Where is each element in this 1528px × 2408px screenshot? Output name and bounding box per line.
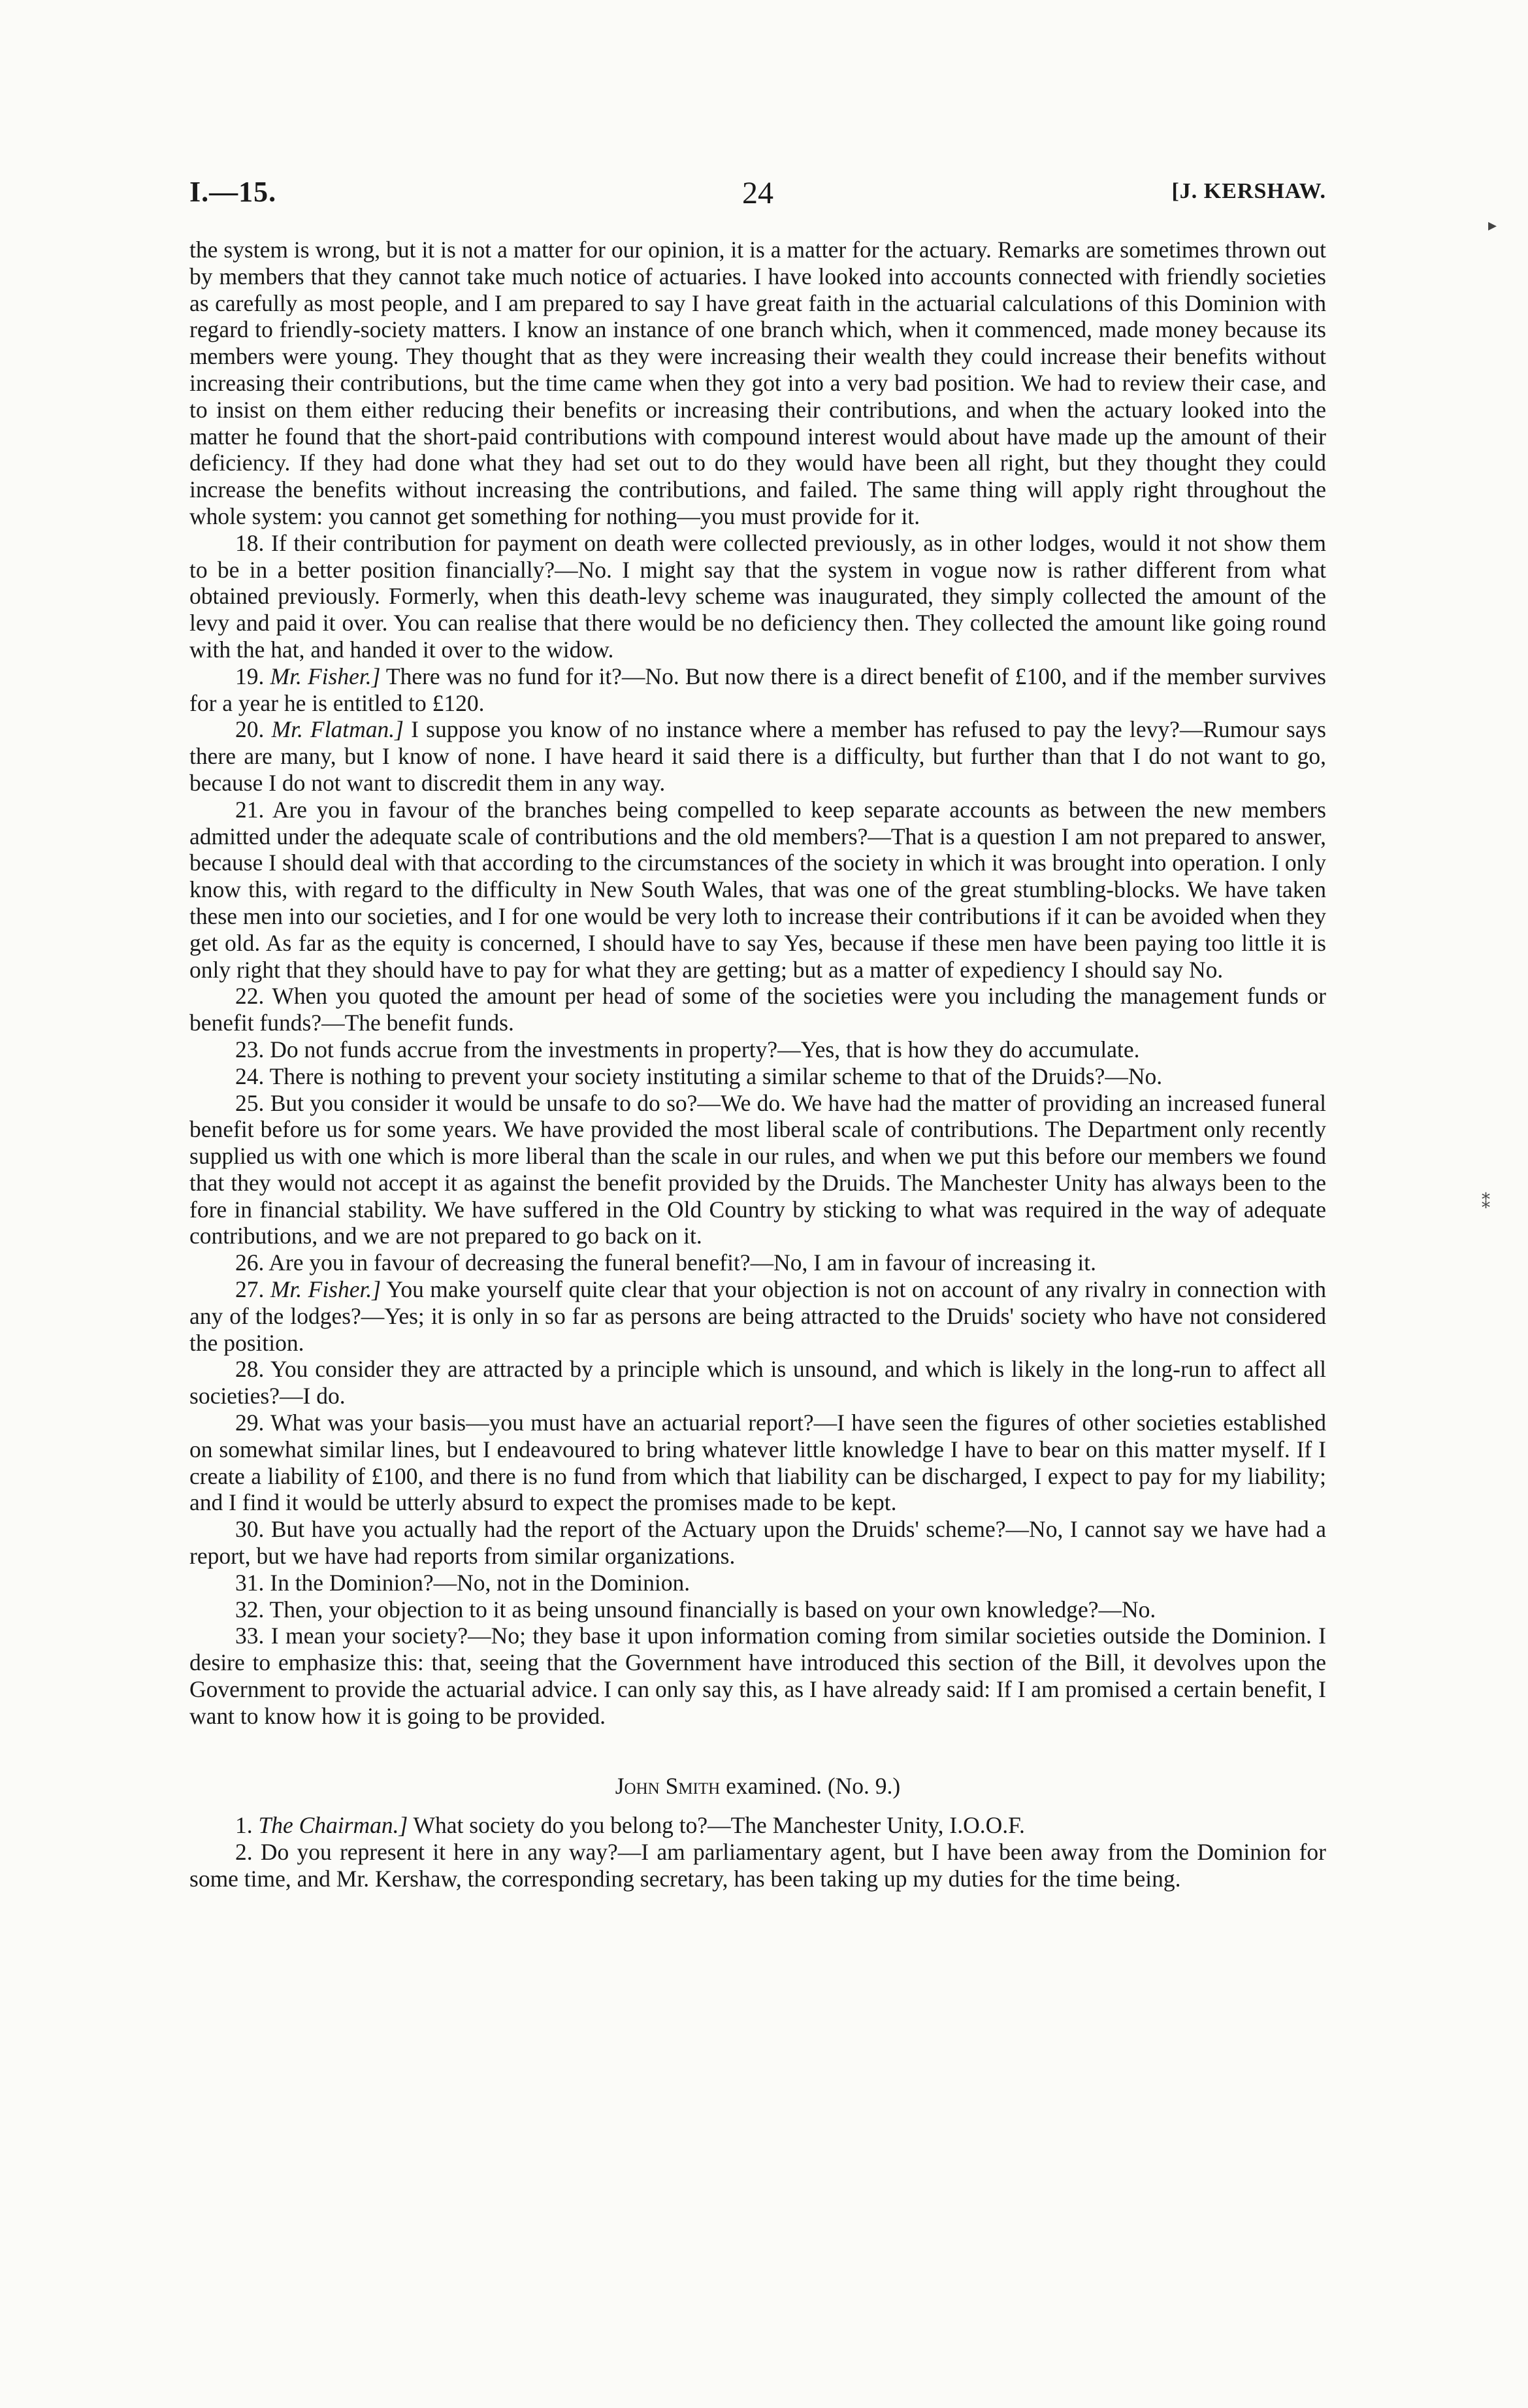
question-text: What society do you belong to?—The Manchester Unity, I.O.O.F. xyxy=(413,1812,1025,1839)
witness-heading-suffix: examined. (No. 9.) xyxy=(726,1772,901,1799)
question-23: 23. Do not funds accrue from the investments in property?—Yes, that is how they do accumulate. xyxy=(235,1036,1140,1063)
question-text: There was no fund for it?—No. But now there is a direct benefit of £100, and if the member survives for a year he is entitled to £120. xyxy=(189,663,1327,716)
smith-question-1 xyxy=(189,1812,1326,1839)
question-33: 33. I mean your society?—No; they base it upon information coming from similar societies outside the Dominion. I desire to emphasize this: that, seeing that the Government have introduced this section of the Bill, it devolves upon the Government to provide the actuarial advice. I can only say this, as I have already said: If I am promised a certain benefit, I want to know how it is going to be provided. xyxy=(189,1623,1326,1729)
intro-paragraph: the system is wrong, but it is not a matter for our opinion, it is a matter for the actuary. Remarks are sometimes thrown out by members that they cannot take much notice of actuaries. I have looked into accounts connected with friendly societies as carefully as most people, and I am prepared to say I have great faith in the actuarial calculations of this Dominion with regard to friendly-society matters. I know an instance of one branch which, when it commenced, made money because its members were young. They thought that as they were increasing their wealth they could increase their benefits without increasing their contributions, but the time came when they got into a very bad position. We had to review their case, and to insist on them either reducing their benefits or increasing their contributions, and when the actuary looked into the matter he found that the short-paid contributions with compound interest would about have made up the amount of their deficiency. If they had done what they had set out to do they would have been all right, but they thought they could increase the benefits without increasing the contributions, and failed. The same thing will apply right throughout the whole system: you cannot get something for nothing—you must provide for it. xyxy=(189,237,1326,529)
question-32: 32. Then, your objection to it as being unsound financially is based on your own knowledge?—No. xyxy=(235,1596,1156,1623)
question-28: 28. You consider they are attracted by a principle which is unsound, and which is likely in the long-run to affect all societies?—I do. xyxy=(189,1356,1326,1410)
paper-reference: I.—15. xyxy=(189,176,277,208)
question-number: 20. xyxy=(235,716,265,743)
speaker: The Chairman.] xyxy=(258,1812,408,1839)
question-20 xyxy=(189,716,1326,796)
question-26: 26. Are you in favour of decreasing the funeral benefit?—No, I am in favour of increasing it. xyxy=(235,1249,1096,1276)
question-text: I suppose you know of no instance where a member has refused to pay the levy?—Rumour says there are many, but I know of none. I have heard it said there is a difficulty, but further than that I do not want to go, because I do not want to discredit them in any way. xyxy=(189,716,1326,796)
witness-name: [J. KERSHAW. xyxy=(1171,179,1326,203)
question-31: 31. In the Dominion?—No, not in the Dominion. xyxy=(235,1569,691,1596)
question-number: 27. xyxy=(235,1276,265,1303)
witness-heading-name: John Smith xyxy=(615,1772,721,1799)
question-number: 1. xyxy=(235,1812,253,1839)
question-18: 18. If their contribution for payment on death were collected previously, as in other lodges, would it not show them to be in a better position financially?—No. I might say that the system in vogue now is rather different from what obtained previously. Formerly, when this death-levy scheme was inaugurated, they simply collected the amount of the levy and paid it over. You can realise that there would be no deficiency then. They collected the amount like going round with the hat, and handed it over to the widow. xyxy=(189,529,1326,663)
speaker: Mr. Flatman.] xyxy=(271,716,404,743)
question-27 xyxy=(189,1276,1326,1356)
question-19 xyxy=(189,663,1326,717)
margin-mark: ▸ xyxy=(1488,216,1497,235)
page-body xyxy=(189,237,1326,1892)
question-22: 22. When you quoted the amount per head of some of the societies were you including the management funds or benefit funds?—The benefit funds. xyxy=(189,983,1326,1036)
question-text: You make yourself quite clear that your objection is not on account of any rivalry in connection with any of the lodges?—Yes; it is only in so far as persons are being attracted to the Druids' society who have not considered the position. xyxy=(189,1276,1327,1356)
question-29: 29. What was your basis—you must have an actuarial report?—I have seen the figures of other societies established on somewhat similar lines, but I endeavoured to bring whatever little knowledge I have to bear on this matter myself. If I create a liability of £100, and there is no fund from which that liability can be discharged, I expect to pay for my liability; and I find it would be utterly absurd to expect the promises made to be kept. xyxy=(189,1410,1326,1516)
page-number: 24 xyxy=(742,176,773,210)
question-25: 25. But you consider it would be unsafe to do so?—We do. We have had the matter of providing an increased funeral benefit before us for some years. We have provided the most liberal scale of contributions. The Department only recently supplied us with one which is more liberal than the scale in our rules, and when we put this before our members we found that they would not accept it as against the benefit provided by the Druids. The Manchester Unity has always been to the fore in financial stability. We have suffered in the Old Country by sticking to what was required in the way of adequate contributions, and we are not prepared to go back on it. xyxy=(189,1089,1326,1249)
question-30: 30. But have you actually had the report of the Actuary upon the Druids' scheme?—No, I cannot say we have had a report, but we have had reports from similar organizations. xyxy=(189,1516,1326,1570)
margin-mark: ⁑ xyxy=(1482,1193,1490,1213)
section-heading xyxy=(189,1773,1326,1800)
question-24: 24. There is nothing to prevent your society instituting a similar scheme to that of the Druids?—No. xyxy=(235,1063,1163,1089)
page-header xyxy=(189,175,1326,214)
speaker: Mr. Fisher.] xyxy=(270,1276,382,1303)
smith-question-2: 2. Do you represent it here in any way?—I am parliamentary agent, but I have been away from the Dominion for some time, and Mr. Kershaw, the corresponding secretary, has been taking up my duties for the time being. xyxy=(189,1839,1326,1892)
question-21: 21. Are you in favour of the branches being compelled to keep separate accounts as between the new members admitted under the adequate scale of contributions and the old members?—That is a question I am not prepared to answer, because I should deal with that according to the circumstances of the society in which it was brought into operation. I only know this, with regard to the difficulty in New South Wales, that was one of the great stumbling-blocks. We have taken these men into our societies, and I for one would be very loth to increase their contributions if it can be avoided when they get old. As far as the equity is concerned, I should have to say Yes, because if these men have been paying too little it is only right that they should have to pay for what they are getting; but as a matter of expediency I should say No. xyxy=(189,796,1326,983)
question-number: 19. xyxy=(235,663,265,689)
speaker: Mr. Fisher.] xyxy=(270,663,381,689)
